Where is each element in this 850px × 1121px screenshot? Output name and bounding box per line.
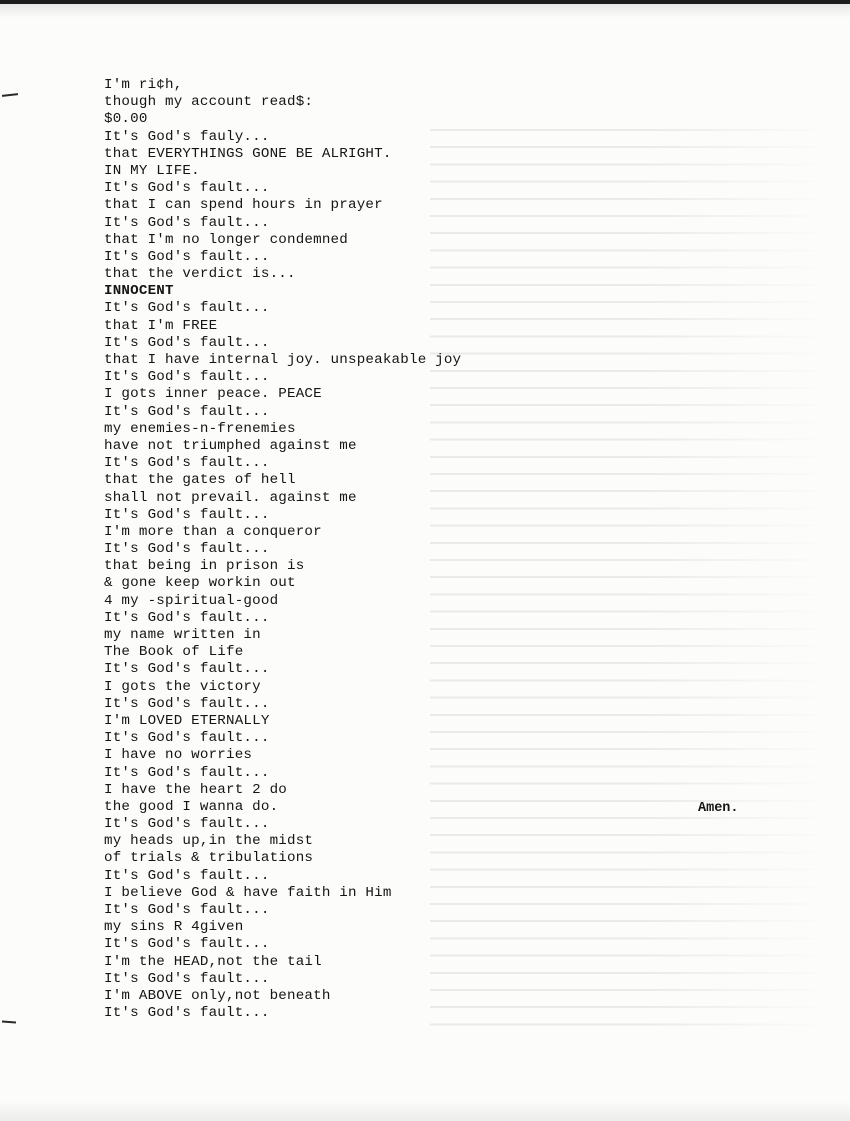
poem-line: It's God's fault... bbox=[104, 764, 270, 781]
poem-line: It's God's fault... bbox=[104, 816, 270, 833]
poem-line: that being in prison is bbox=[104, 558, 305, 575]
poem-line: It's God's fault... bbox=[104, 695, 270, 712]
reverse-side-bleed-through bbox=[430, 120, 830, 1040]
scan-top-shadow bbox=[0, 4, 850, 18]
poem-line: that I have internal joy. unspeakable joy bbox=[104, 352, 462, 368]
poem-line: It's God's fault... bbox=[104, 300, 270, 317]
poem-line: my heads up,in the midst bbox=[104, 833, 314, 850]
scan-bottom-shadow bbox=[0, 1101, 850, 1121]
poem-line: It's God's fault... bbox=[104, 334, 270, 351]
poem-line: $0.00 bbox=[104, 111, 148, 128]
poem-line: I'm ABOVE only,not beneath bbox=[104, 987, 331, 1004]
poem-line: I believe God & have faith in Him bbox=[104, 884, 392, 901]
poem-line: my name written in bbox=[104, 627, 261, 643]
poem-line: have not triumphed against me bbox=[104, 437, 357, 454]
poem-line: I'm more than a conqueror bbox=[104, 523, 322, 540]
poem-line: It's God's fault... bbox=[104, 902, 270, 918]
poem-line: my sins R 4given bbox=[104, 919, 244, 936]
poem-line: It's God's fault... bbox=[104, 541, 270, 558]
poem-line: that I'm no longer condemned bbox=[104, 231, 348, 248]
poem-line: It's God's fault... bbox=[104, 214, 270, 231]
poem-line: that I can spend hours in prayer bbox=[104, 197, 383, 214]
poem-line: It's God's fault... bbox=[104, 661, 270, 678]
poem-line: It's God's fault... bbox=[104, 1005, 270, 1022]
poem-text bbox=[104, 77, 461, 1022]
poem-line: INNOCENT bbox=[104, 283, 174, 300]
poem-line: of trials & tribulations bbox=[104, 850, 314, 867]
binder-mark-top bbox=[2, 93, 18, 97]
poem-line: that I'm FREE bbox=[104, 317, 218, 334]
poem-line: It's God's fault... bbox=[104, 867, 270, 884]
poem-line: It's God's fault... bbox=[104, 609, 270, 626]
poem-line: It's God's fault... bbox=[104, 248, 270, 265]
poem-line: shall not prevail. against me bbox=[104, 489, 357, 506]
poem-line: I'm the HEAD,not the tail bbox=[104, 953, 322, 970]
poem-line: & gone keep workin out bbox=[104, 575, 296, 592]
binder-mark-bottom bbox=[2, 1021, 16, 1024]
poem-line: It's God's fault... bbox=[104, 730, 270, 747]
poem-line: the good I wanna do. bbox=[104, 798, 279, 815]
poem-line: I'm LOVED ETERNALLY bbox=[104, 712, 270, 729]
poem-line: It's God's fault... bbox=[104, 506, 270, 523]
poem-line: that the verdict is... bbox=[104, 266, 296, 283]
poem-line: though my account read$: bbox=[104, 94, 314, 111]
poem-line: that EVERYTHINGS GONE BE ALRIGHT. bbox=[104, 145, 392, 162]
poem-line: 4 my -spiritual-good bbox=[104, 592, 279, 609]
poem-line: I'm ri¢h, bbox=[104, 77, 183, 93]
poem-line: I gots the victory bbox=[104, 678, 261, 695]
poem-line: I gots inner peace. PEACE bbox=[104, 386, 322, 403]
poem-line: my enemies-n-frenemies bbox=[104, 420, 296, 437]
poem-line: I have the heart 2 do bbox=[104, 781, 287, 798]
poem-closing: Amen. bbox=[698, 801, 739, 816]
poem-line: It's God's fault... bbox=[104, 936, 270, 953]
poem-line: that the gates of hell bbox=[104, 472, 296, 489]
poem-line: It's God's fault... bbox=[104, 369, 270, 386]
poem-line: It's God's fault... bbox=[104, 180, 270, 197]
poem-line: The Book of Life bbox=[104, 644, 244, 661]
poem-line: It's God's fault... bbox=[104, 403, 270, 420]
poem-line: IN MY LIFE. bbox=[104, 162, 200, 179]
poem-line: It's God's fault... bbox=[104, 455, 270, 472]
poem-line: I have no worries bbox=[104, 747, 253, 764]
poem-line: It's God's fauly... bbox=[104, 128, 270, 145]
poem-line: It's God's fault... bbox=[104, 970, 270, 987]
